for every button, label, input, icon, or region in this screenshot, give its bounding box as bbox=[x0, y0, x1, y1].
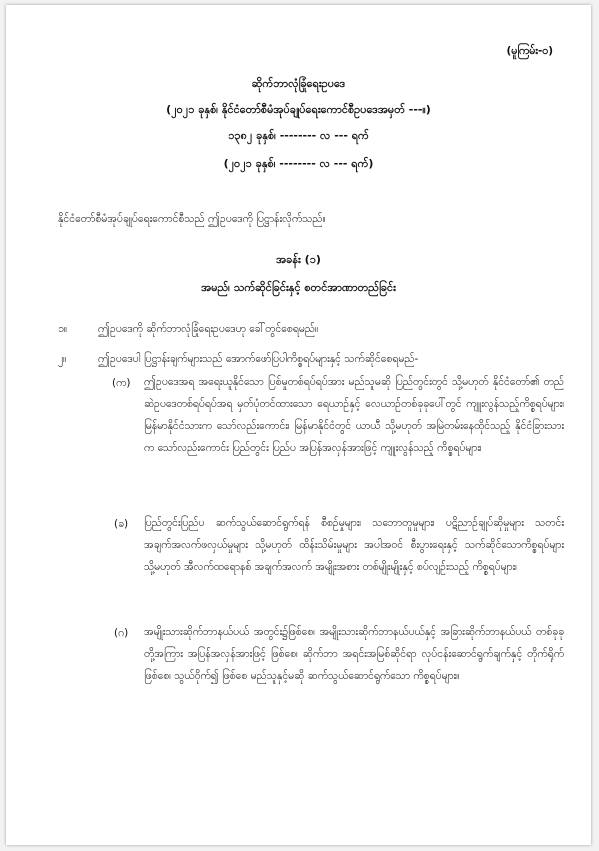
draft-label: (မူကြမ်း-ဝ) bbox=[506, 45, 553, 57]
subsection-text: အမျိုးသားဆိုက်ဘာနယ်ပယ် အတွင်း၌ဖြစ်စေ၊ အမျိုးသားဆိုက်ဘာနယ်ပယ်နှင့် အခြားဆိုက်ဘာနယ်ပယ် တစ်ခုခုတို့အကြား အပြန်အလှန်အားဖြင့် ဖြစ်စေ၊ ဆိုက်ဘာ အရင်းအမြစ်ဆိုင်ရာ လုပ်ငန်းဆောင်ရွက်ချက်နှင့် တိုက်ရိုက်ဖြစ်စေ၊ သွယ်ဝိုက်၍ ဖြစ်စေ မည်သူနှင့်မဆို ဆက်သွယ်ဆောင်ရွက်သော ကိစ္စရပ်များ။ bbox=[144, 626, 564, 682]
subsection-mark: (ခ) bbox=[114, 518, 129, 530]
chapter-number: အခန်း (၁) bbox=[276, 253, 321, 266]
subsection-mark: (က) bbox=[112, 377, 131, 389]
subsection-text: ပြည်တွင်းပြည်ပ ဆက်သွယ်ဆောင်ရွက်ရန် စီစဉ်မှုများ၊ သဘောတူမှုများ၊ ပဋိညာဉ်ချုပ်ဆိုမှုများ သတင်းအချက်အလက်ဖလှယ်မှုများ သို့မဟုတ် ထိန်းသိမ်းမှုများ အပါအဝင် စီးပွားရေးနှင့် သက်ဆိုင်သောကိစ္စရပ်များ သို့မဟုတ် အီလက်ထရောနစ် အချက်အလက် အမျိုးအစား တစ်မျိုးမျိုးနှင့် စပ်လျဉ်းသည့် ကိစ္စရပ်များ၊ bbox=[144, 517, 564, 573]
section-text: ဤဥပဒေပါ ပြဋ္ဌာန်းချက်များသည် အောက်ဖော်ပြပါကိစ္စရပ်များနှင့် သက်ဆိုင်စေရမည်- bbox=[98, 353, 419, 365]
subsection-text: ဤဥပဒေအရ အရေးယူနိုင်သော ပြစ်မှုတစ်ရပ်ရပ်အား မည်သူမဆို ပြည်တွင်းတွင် သို့မဟုတ် နိုင်ငံတော်၏ တည်ဆဲဥပဒေတစ်ရပ်ရပ်အရ မှတ်ပုံတင်ထားသော ရေယာဉ်နှင့် လေယာဉ်တစ်ခုခုပေါ်တွင် ကျူးလွန်သည့်ကိစ္စရပ်များ၊ မြန်မာနိုင်ငံသားက သော်လည်းကောင်း၊ မြန်မာနိုင်ငံတွင် ယာယီ သို့မဟုတ် အမြဲတမ်းနေထိုင်သည့် နိုင်ငံခြားသားက သော်လည်းကောင်း ပြည်တွင်း ပြည်ပ အပြန်အလှန်အားဖြင့် ကျူးလွန်သည့် ကိစ္စရပ်များ၊ bbox=[144, 376, 564, 454]
gregorian-date: (၂၀၂၁ ခုနှစ်၊ -------- လ --- ရက်) bbox=[223, 157, 374, 170]
chapter-heading: အမည်၊ သက်ဆိုင်ခြင်းနှင့် စတင်အာဏာတည်ခြင်း bbox=[201, 281, 396, 294]
enactment-clause: နိုင်ငံတော်စီမံအုပ်ချုပ်ရေးကောင်စီသည် ဤဥပဒေကို ပြဋ္ဌာန်းလိုက်သည်။ bbox=[58, 213, 326, 225]
subsection-mark: (ဂ) bbox=[114, 627, 129, 639]
document-page bbox=[6, 5, 591, 845]
section-number: ၁။ bbox=[58, 323, 68, 335]
section-number: ၂။ bbox=[58, 353, 67, 365]
myanmar-date: ၁၃၈၂ ခုနှစ်၊ -------- လ --- ရက် bbox=[228, 129, 369, 142]
law-number: (၂၀၂၁ ခုနှစ်၊ နိုင်ငံတော်စီမံအုပ်ချုပ်ရေးကောင်စီဥပဒေအမှတ် ---။) bbox=[166, 103, 431, 116]
section-text: ဤဥပဒေကို ဆိုက်ဘာလုံခြုံရေးဥပဒေဟု ခေါ်တွင်စေရမည်။ bbox=[98, 323, 319, 335]
law-title: ဆိုက်ဘာလုံခြုံရေးဥပဒေ bbox=[251, 77, 346, 90]
